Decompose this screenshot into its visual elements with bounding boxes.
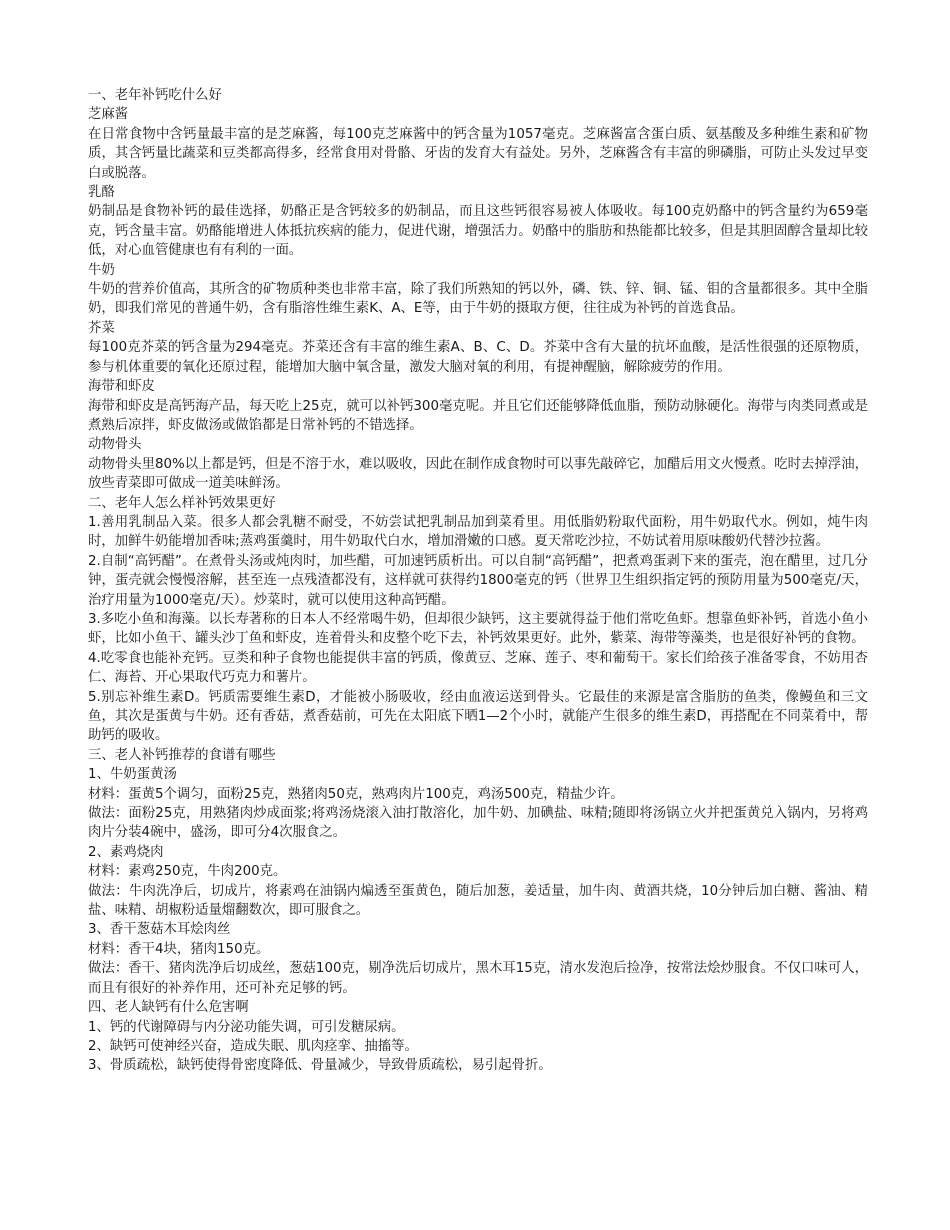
recipe-title: 1、牛奶蛋黄汤 <box>88 767 177 783</box>
subheading-sesame-paste: 芝麻酱 <box>88 107 129 123</box>
recipe-ingredients: 材料：香干4块，猪肉150克。 <box>88 941 270 957</box>
paragraph: 动物骨头里80%以上都是钙，但是不溶于水，难以吸收，因此在制作成食物时可以事先敲碎它，加醋后用文火慢煮。吃时去掉浮油，放些青菜即可做成一道美味鲜汤。 <box>88 456 868 492</box>
paragraph: 牛奶的营养价值高，其所含的矿物质种类也非常丰富，除了我们所熟知的钙以外，磷、铁、锌、铜、锰、钼的含量都很多。其中全脂奶，即我们常见的普通牛奶，含有脂溶性维生素K、A、E等，由于牛奶的摄取方便，往往成为补钙的首选食品。 <box>88 282 868 317</box>
list-item: 5.别忘补维生素D。钙质需要维生素D，才能被小肠吸收，经由血液运送到骨头。它最佳的来源是富含脂肪的鱼类，像鳗鱼和三文鱼，其次是蛋黄与牛奶。还有香菇，煮香菇前，可先在太阳底下晒1—2个小时，就能产生很多的维生素D，再搭配在不同菜肴中，帮助钙的吸收。 <box>88 689 868 744</box>
subheading-bones: 动物骨头 <box>88 437 142 453</box>
list-item: 1.善用乳制品入菜。很多人都会乳糖不耐受，不妨尝试把乳制品加到菜肴里。用低脂奶粉取代面粉，用牛奶取代水。例如，炖牛肉时，加鲜牛奶能增加香味;蒸鸡蛋羹时，用牛奶取代白水，增加滑嫩的口感。夏天常吃沙拉，不妨试着用原味酸奶代替沙拉酱。 <box>88 514 868 550</box>
section-heading: 一、老年补钙吃什么好 <box>88 88 222 103</box>
list-item: 3、骨质疏松，缺钙使得骨密度降低、骨量减少，导致骨质疏松，易引起骨折。 <box>88 1058 552 1074</box>
list-item: 3.多吃小鱼和海藻。以长寿著称的日本人不经常喝牛奶，但却很少缺钙，这主要就得益于他们常吃鱼虾。想靠鱼虾补钙，首选小鱼小虾，比如小鱼干、罐头沙丁鱼和虾皮，连着骨头和皮整个吃下去，补钙效果更好。此外，紫菜、海带等藻类，也是很好补钙的食物。 <box>88 611 868 647</box>
subheading-cheese: 乳酪 <box>88 185 115 201</box>
subheading-mustard: 芥菜 <box>88 320 115 336</box>
list-item: 1、钙的代谢障碍与内分泌功能失调，可引发糖尿病。 <box>88 1019 405 1035</box>
recipe-method: 做法：牛肉洗净后，切成片，将素鸡在油锅内煸透至蛋黄色，随后加葱，姜适量，加牛肉、黄酒共烧，10分钟后加白糖、酱油、精盐、味精、胡椒粉适量熘翻数次，即可服食之。 <box>88 883 868 919</box>
recipe-method: 做法：香干、猪肉洗净后切成丝，葱菇100克，剔净洗后切成片，黑木耳15克，清水发泡后捡净，按常法烩炒服食。不仅口味可人，而且有很好的补养作用，还可补充足够的钙。 <box>88 961 868 996</box>
list-item: 2、缺钙可使神经兴奋，造成失眠、肌肉痉挛、抽搐等。 <box>88 1038 418 1054</box>
recipe-ingredients: 材料：蛋黄5个调匀，面粉25克，熟猪肉50克，熟鸡肉片100克，鸡汤500克，精盐少许。 <box>88 786 624 802</box>
subheading-kelp-shrimp: 海带和虾皮 <box>88 379 155 395</box>
section-heading: 四、老人缺钙有什么危害啊 <box>88 1000 249 1016</box>
list-item: 4.吃零食也能补充钙。豆类和种子食物也能提供丰富的钙质，像黄豆、芝麻、莲子、枣和葡萄干。家长们给孩子准备零食，不妨用杏仁、海苔、开心果取代巧克力和薯片。 <box>88 650 868 686</box>
recipe-ingredients: 材料：素鸡250克，牛肉200克。 <box>88 864 287 880</box>
recipe-title: 2、素鸡烧肉 <box>88 844 164 860</box>
paragraph: 在日常食物中含钙量最丰富的是芝麻酱，每100克芝麻酱中的钙含量为1057毫克。芝麻酱富含蛋白质、氨基酸及多种维生素和矿物质，其含钙量比蔬菜和豆类都高得多，经常食用对骨骼、牙齿的发育大有益处。另外，芝麻酱含有丰富的卵磷脂，可防止头发过早变白或脱落。 <box>88 126 868 181</box>
section-heading: 二、老年人怎么样补钙效果更好 <box>88 495 276 511</box>
recipe-title: 3、香干葱菇木耳烩肉丝 <box>88 922 231 938</box>
paragraph: 海带和虾皮是高钙海产品，每天吃上25克，就可以补钙300毫克呢。并且它们还能够降低血脂，预防动脉硬化。海带与肉类同煮或是煮熟后凉拌，虾皮做汤或做馅都是日常补钙的不错选择。 <box>88 398 868 433</box>
subheading-milk: 牛奶 <box>88 262 115 278</box>
recipe-method: 做法：面粉25克，用熟猪肉炒成面浆;将鸡汤烧滚入油打散溶化，加牛奶、加碘盐、味精;随即将汤锅立火并把蛋黄兑入锅内，另将鸡肉片分装4碗中，盛汤，即可分4次服食之。 <box>88 806 868 841</box>
list-item: 2.自制“高钙醋”。在煮骨头汤或炖肉时，加些醋，可加速钙质析出。可以自制“高钙醋”，把煮鸡蛋剥下来的蛋壳，泡在醋里，过几分钟，蛋壳就会慢慢溶解，甚至连一点残渣都没有，这样就可获得约1800毫克的钙（世界卫生组织指定钙的预防用量为500毫克/天，治疗用量为1000毫克/天）。炒菜时，就可以使用这种高钙醋。 <box>88 553 868 608</box>
paragraph: 奶制品是食物补钙的最佳选择，奶酪正是含钙较多的奶制品，而且这些钙很容易被人体吸收。每100克奶酪中的钙含量约为659毫克，钙含量丰富。奶酪能增进人体抵抗疾病的能力，促进代谢，增强活力。奶酪中的脂肪和热能都比较多，但是其胆固醇含量却比较低，对心血管健康也有有利的一面。 <box>88 204 868 259</box>
document-page <box>88 86 868 1076</box>
section-heading: 三、老人补钙推荐的食谱有哪些 <box>88 747 276 763</box>
paragraph: 每100克芥菜的钙含量为294毫克。芥菜还含有丰富的维生素A、B、C、D。芥菜中含有大量的抗坏血酸，是活性很强的还原物质，参与机体重要的氧化还原过程，能增加大脑中氧含量，激发大脑对氧的利用，有提神醒脑，解除疲劳的作用。 <box>88 340 868 375</box>
